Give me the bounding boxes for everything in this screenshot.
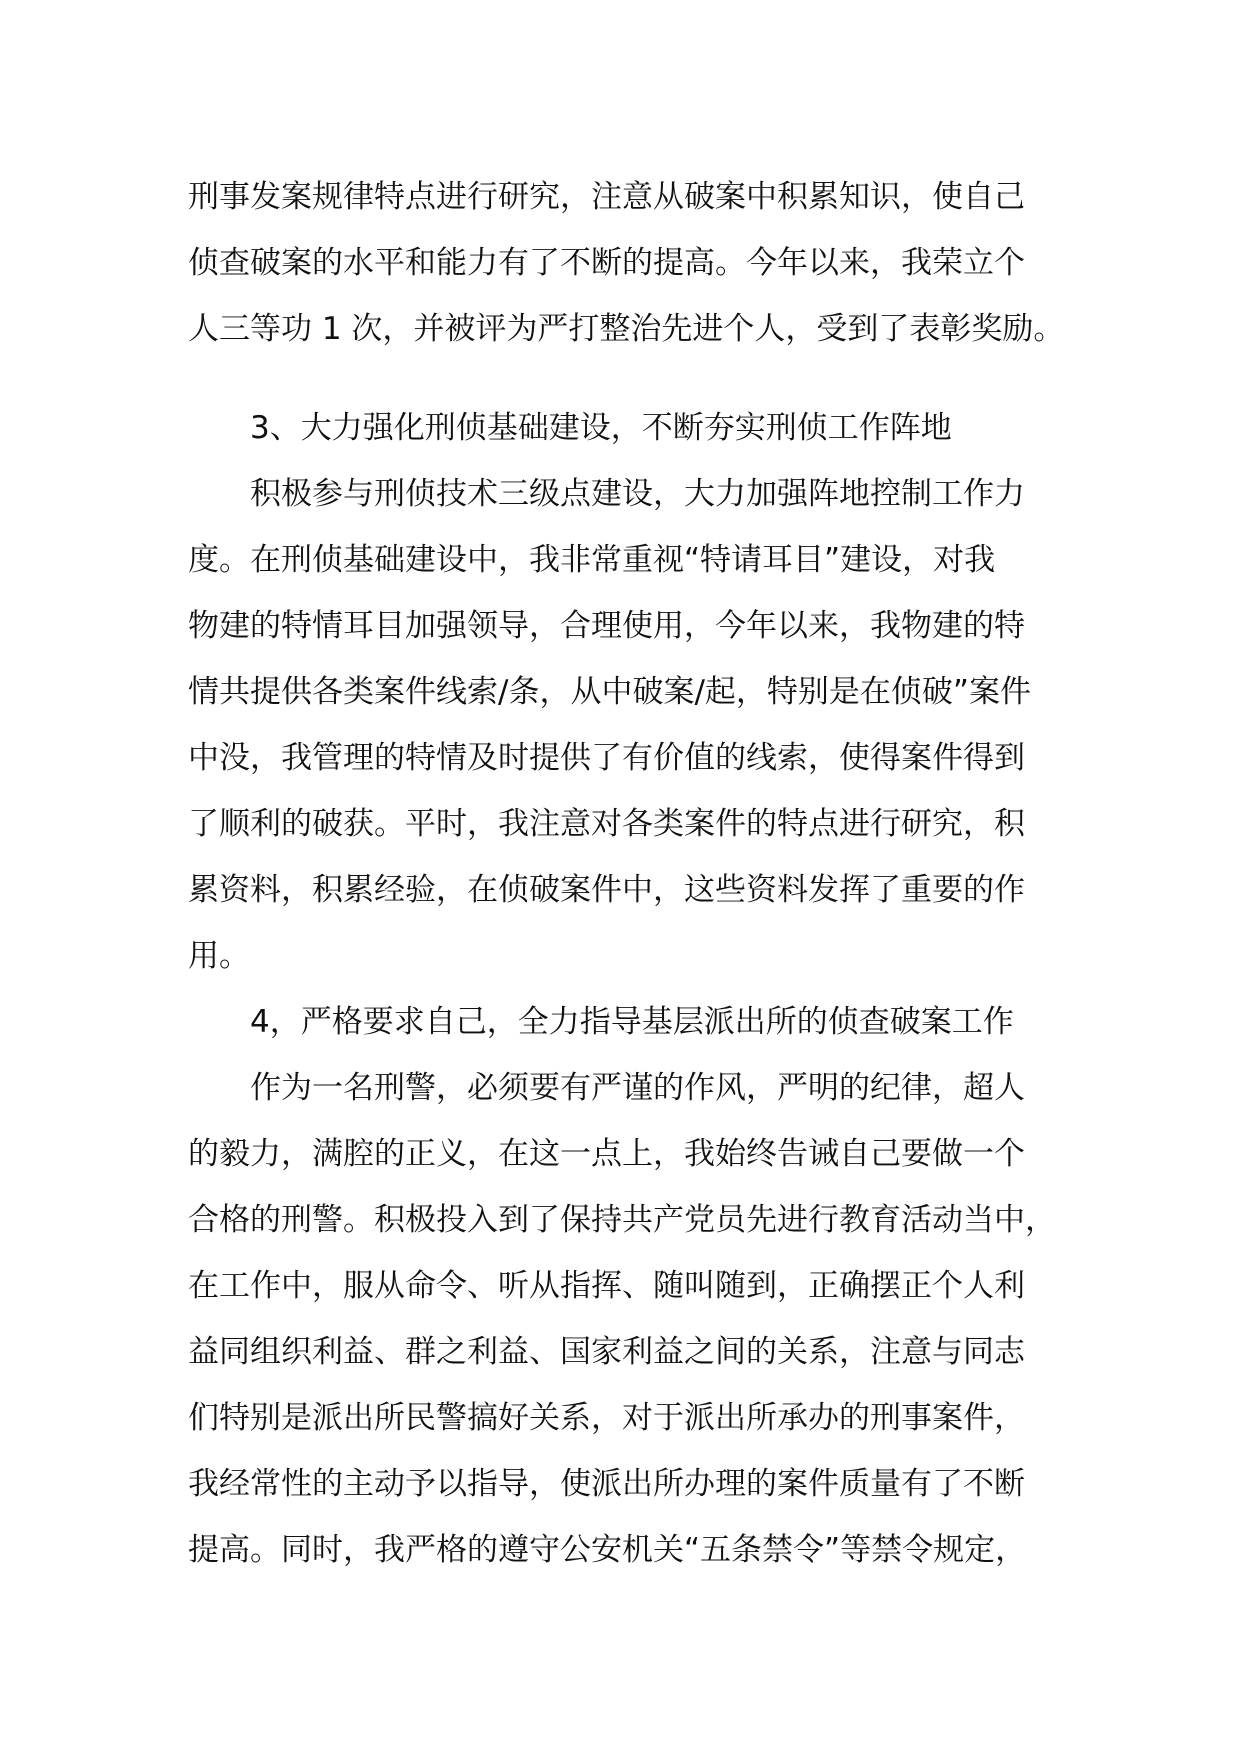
section-heading-3: 3、大力强化刑侦基础建设，不断夯实刑侦工作阵地 [250,410,952,446]
text-line: 作为一名刑警，必须要有严谨的作风，严明的纪律，超人 [250,1070,1025,1106]
text-line: 中没，我管理的特情及时提供了有价值的线索，使得案件得到 [188,740,1025,776]
text-line: 度。在刑侦基础建设中，我非常重视“特请耳目”建设，对我 [188,542,996,578]
text-line: 了顺利的破获。平时，我注意对各类案件的特点进行研究，积 [188,806,1025,842]
paragraph-continuation [188,164,1088,362]
text-line: 人三等功 1 次，并被评为严打整治先进个人，受到了表彰奖励。 [188,311,1065,347]
text-line: 提高。同时，我严格的遵守公安机关“五条禁令”等禁令规定， [188,1532,1027,1568]
text-line: 情共提供各类案件线索/条，从中破案/起，特别是在侦破”案件 [188,674,1031,710]
text-line: 物建的特情耳目加强领导，合理使用，今年以来，我物建的特 [188,608,1025,644]
text-line: 刑事发案规律特点进行研究，注意从破案中积累知识，使自己 [188,179,1025,215]
text-line: 我经常性的主动予以指导，使派出所办理的案件质量有了不断 [188,1466,1025,1502]
text-line: 在工作中，服从命令、听从指挥、随叫随到，正确摆正个人利 [188,1268,1025,1304]
text-line: 用。 [188,938,250,974]
text-line: 合格的刑警。积极投入到了保持共产党员先进行教育活动当中， [188,1202,1056,1238]
text-line: 益同组织利益、群之利益、国家利益之间的关系，注意与同志 [188,1334,1025,1370]
text-line: 们特别是派出所民警搞好关系，对于派出所承办的刑事案件， [188,1400,1025,1436]
document-body [188,395,1088,1583]
text-line: 的毅力，满腔的正义，在这一点上，我始终告诫自己要做一个 [188,1136,1025,1172]
text-line: 侦查破案的水平和能力有了不断的提高。今年以来，我荣立个 [188,245,1025,281]
text-line: 积极参与刑侦技术三级点建设，大力加强阵地控制工作力 [250,476,1025,512]
section-heading-4: 4，严格要求自己，全力指导基层派出所的侦查破案工作 [250,1004,1014,1040]
text-line: 累资料，积累经验，在侦破案件中，这些资料发挥了重要的作 [188,872,1025,908]
